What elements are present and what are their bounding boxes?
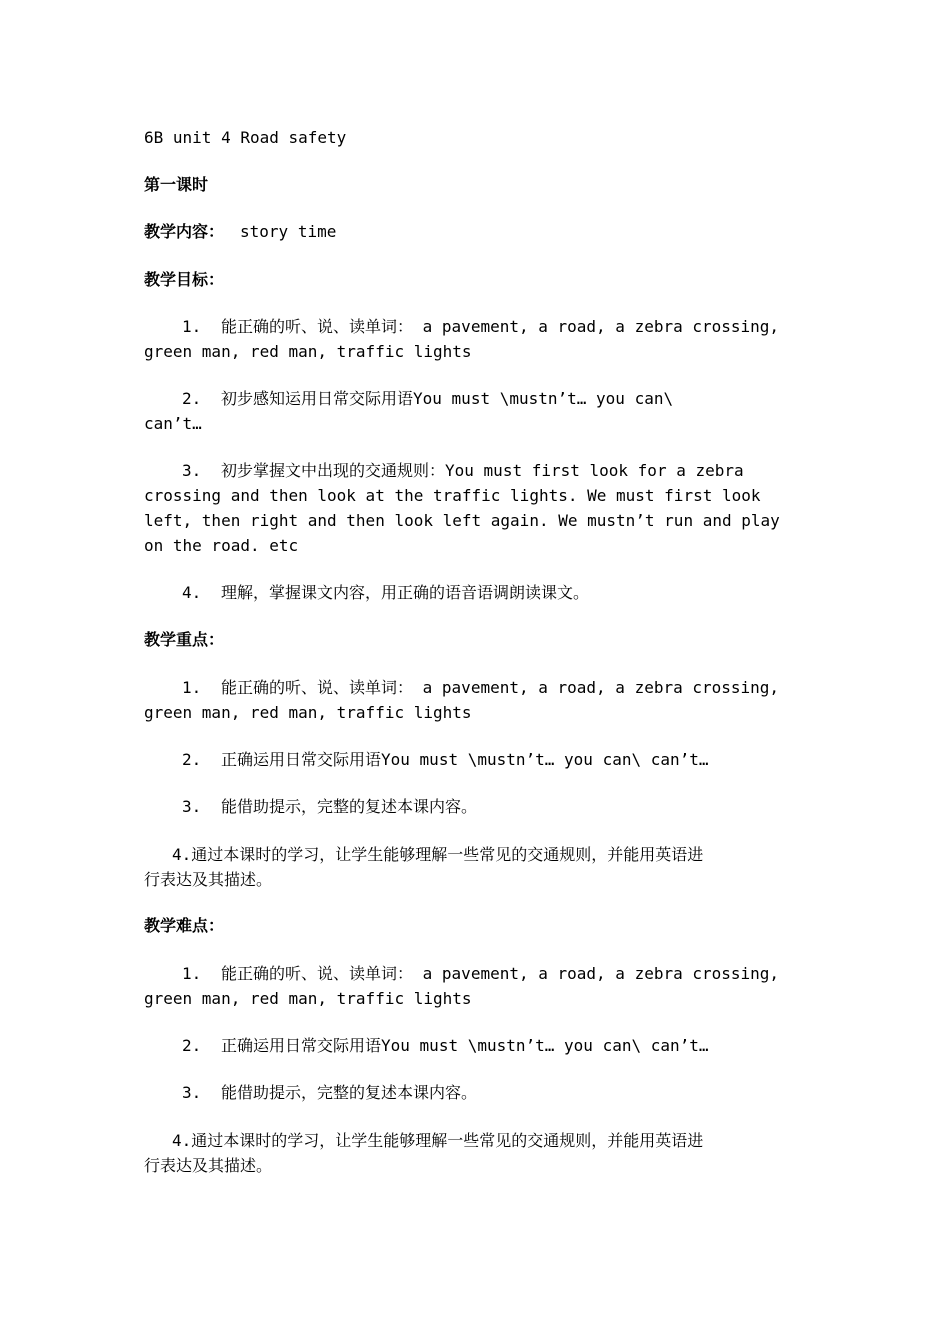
item-text-en-2: green man, red man, traffic lights [144,703,472,722]
item-text-cn-2: 行表达及其描述。 [144,1156,273,1175]
item-text-cn: 能正确的听、说、读单词： [221,317,414,336]
item-text-en: a pavement, a road, a zebra crossing, [413,317,780,336]
item-text-en: You must \mustn’t… you can\ can’t… [381,750,709,769]
item-text-en: a pavement, a road, a zebra crossing, [413,678,780,697]
item-number: 2. [182,750,202,769]
key-points-heading: 教学重点： [144,630,225,649]
item-text-cn: 通过本课时的学习，让学生能够理解一些常见的交通规则，并能用英语进 [191,1131,704,1150]
objectives-heading: 教学目标： [144,270,225,289]
item-number: 1. [182,964,202,983]
item-text-en-4: on the road. etc [144,536,299,555]
content-line [144,219,810,244]
key-point-item-1 [144,675,810,725]
item-text-cn: 正确运用日常交际用语 [221,750,382,769]
difficulty-item-3 [144,1080,810,1105]
objective-item-1 [144,314,810,364]
item-text-cn: 正确运用日常交际用语 [221,1036,382,1055]
item-text-en-2: crossing and then look at the traffic lights. We must first look [144,486,761,505]
item-text-cn: 能借助提示，完整的复述本课内容。 [221,797,478,816]
item-number: 2. [182,389,202,408]
item-number: 3. [182,1083,202,1102]
item-number: 4. [182,583,202,602]
difficulties-heading: 教学难点： [144,916,225,935]
item-text-en: a pavement, a road, a zebra crossing, [413,964,780,983]
item-number: 3. [182,461,202,480]
objective-item-2 [144,386,810,436]
item-text-en: You must \mustn’t… you can\ [413,389,674,408]
item-text-cn-2: 行表达及其描述。 [144,870,273,889]
content-value: story time [240,222,337,241]
item-text-cn: 能正确的听、说、读单词： [221,678,414,697]
item-number: 1. [182,317,202,336]
difficulty-item-2 [144,1033,810,1058]
item-text-cn: 初步感知运用日常交际用语 [221,389,414,408]
item-text-en-2: green man, red man, traffic lights [144,989,472,1008]
item-text-en: You must first look for a zebra [445,461,744,480]
item-text-en-2: green man, red man, traffic lights [144,342,472,361]
item-text-cn: 通过本课时的学习，让学生能够理解一些常见的交通规则，并能用英语进 [191,845,704,864]
item-text-cn: 初步掌握文中出现的交通规则： [221,461,446,480]
objective-item-3 [144,458,810,558]
item-number: 1. [182,678,202,697]
difficulty-item-4 [144,1128,810,1178]
key-point-item-3 [144,794,810,819]
content-label: 教学内容： [144,222,225,241]
difficulty-item-1 [144,961,810,1011]
item-number: 2. [182,1036,202,1055]
key-point-item-2 [144,747,810,772]
item-text-en-2: can’t… [144,414,202,433]
item-text-cn: 能正确的听、说、读单词： [221,964,414,983]
lesson-label: 第一课时 [144,175,209,194]
document-title: 6B unit 4 Road safety [144,128,347,147]
key-point-item-4 [144,842,810,892]
item-text-cn: 能借助提示，完整的复述本课内容。 [221,1083,478,1102]
item-text-cn: 理解，掌握课文内容，用正确的语音语调朗读课文。 [221,583,590,602]
item-text-en-3: left, then right and then look left again. We mustn’t run and play [144,511,780,530]
item-number: 3. [182,797,202,816]
item-number: 4. [172,1131,192,1150]
item-text-en: You must \mustn’t… you can\ can’t… [381,1036,709,1055]
item-number: 4. [172,845,192,864]
objective-item-4 [144,580,810,605]
